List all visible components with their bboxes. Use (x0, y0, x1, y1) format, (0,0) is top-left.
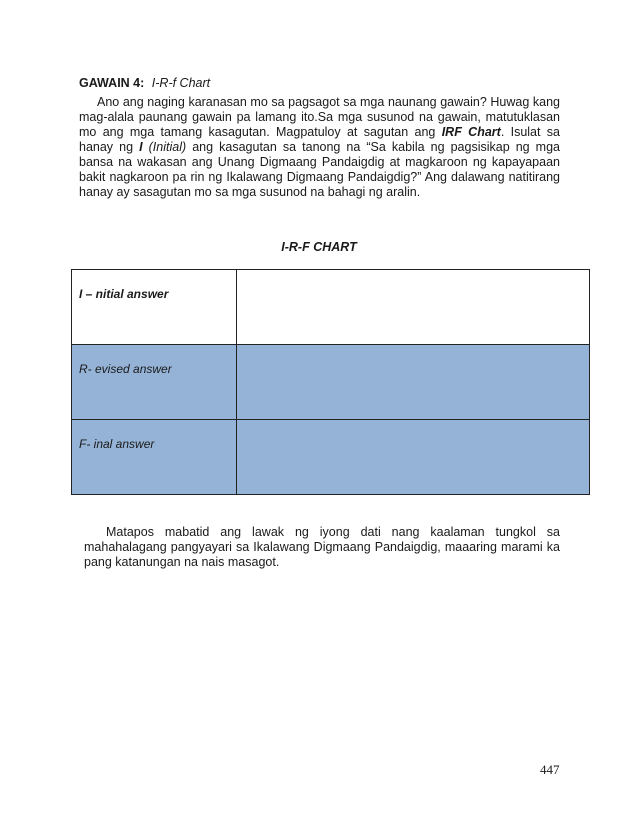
initial-answer-label: I – nitial answer (72, 270, 237, 345)
activity-heading (79, 76, 210, 90)
table-row-revised (72, 345, 590, 420)
instructions-text-1: Ano ang naging karanasan mo sa pagsagot sa mga naunang gawain? Huwag kang mag-alala paunang gawain pa lamang ito.Sa mga susunod na gawain, matutuklasan mo ang mga tamang kasagutan. Magpatuloy at sagutan ang (79, 95, 560, 139)
table-row-final (72, 420, 590, 495)
initial-term: (Initial) (142, 140, 187, 154)
revised-answer-label: R- evised answer (72, 345, 237, 420)
final-answer-cell[interactable] (237, 420, 590, 495)
final-answer-label: F- inal answer (72, 420, 237, 495)
table-row-initial (72, 270, 590, 345)
activity-title: I-R-f Chart (151, 76, 211, 90)
chart-title: I-R-F CHART (281, 240, 357, 254)
irf-chart-table (71, 269, 590, 495)
initial-answer-cell[interactable] (237, 270, 590, 345)
page-number: 447 (540, 762, 560, 777)
instructions-text-3: ang kasagutan sa tanong na “Sa kabila ng pagsisikap ng mga bansa na wakasan ang Unang Digmaang Pandaigdig at magkaroon ng kapayapaan bakit nagkaroon pa rin ng Ikalawang Digmaang Pandaigdig?” Ang dalawang natitirang hanay ay sasagutan mo sa mga susunod na bahagi ng aralin. (79, 140, 560, 199)
instructions-paragraph (79, 95, 560, 200)
activity-label: GAWAIN 4: (79, 76, 145, 90)
closing-paragraph: Matapos mabatid ang lawak ng iyong dati nang kaalaman tungkol sa mahahalagang pangyayari sa Ikalawang Digmaang Pandaigdig, maaaring marami ka pang katanungan na nais masagot. (84, 525, 560, 569)
initial-letter: I (139, 140, 143, 154)
instructions-text-2: . Isulat sa hanay ng (79, 125, 561, 154)
revised-answer-cell[interactable] (237, 345, 590, 420)
irf-chart-term: IRF Chart (441, 125, 501, 139)
